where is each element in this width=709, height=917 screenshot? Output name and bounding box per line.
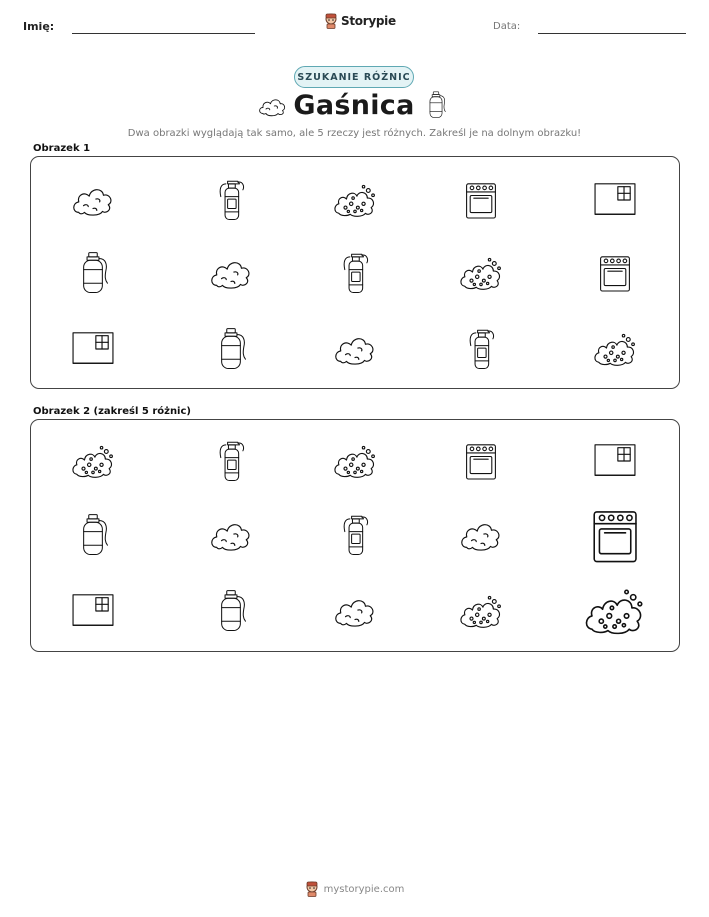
cloud-icon bbox=[207, 254, 255, 292]
instructions: Dwa obrazki wyglądają tak samo, ale 5 rzeczy jest różnych. Zakreśl je na dolnym obrazku! bbox=[127, 128, 582, 139]
date-field[interactable] bbox=[538, 33, 686, 34]
storypie-mascot-icon bbox=[324, 13, 338, 29]
footer-site: mystorypie.com bbox=[323, 883, 405, 895]
foam-icon[interactable] bbox=[581, 584, 648, 637]
foam-icon bbox=[457, 254, 505, 292]
foam-icon[interactable] bbox=[331, 442, 379, 480]
window-icon[interactable] bbox=[70, 592, 116, 630]
cloud-icon[interactable] bbox=[331, 592, 379, 630]
cloud-icon bbox=[331, 330, 379, 368]
cloud-icon bbox=[69, 181, 117, 219]
picture-1-label: Obrazek 1 bbox=[33, 143, 91, 154]
fire-extinguisher-icon bbox=[338, 249, 372, 297]
picture-1-panel bbox=[30, 156, 680, 389]
brand-name: Storypie bbox=[341, 14, 396, 28]
window-icon bbox=[592, 181, 638, 219]
fire-extinguisher-icon bbox=[464, 325, 498, 373]
fire-extinguisher-icon[interactable] bbox=[338, 511, 372, 559]
gas-canister-icon bbox=[425, 90, 447, 120]
foam-icon bbox=[331, 181, 379, 219]
name-field[interactable] bbox=[72, 33, 255, 34]
storypie-mascot-icon bbox=[305, 881, 319, 897]
gas-canister-icon bbox=[214, 326, 248, 372]
fire-extinguisher-icon bbox=[214, 176, 248, 224]
gas-canister-icon[interactable] bbox=[76, 512, 110, 558]
name-label: Imię: bbox=[23, 20, 55, 33]
picture-2-label: Obrazek 2 (zakreśl 5 różnic) bbox=[33, 406, 191, 417]
gas-canister-icon[interactable] bbox=[214, 588, 248, 634]
footer bbox=[0, 881, 709, 897]
cloud-icon[interactable] bbox=[457, 516, 505, 554]
stove-icon bbox=[463, 179, 499, 221]
date-label: Data: bbox=[493, 21, 521, 32]
window-icon bbox=[70, 330, 116, 368]
stove-icon[interactable] bbox=[463, 440, 499, 482]
stove-icon bbox=[597, 252, 633, 294]
picture-2-panel[interactable] bbox=[30, 419, 680, 652]
page-title: Gaśnica bbox=[293, 90, 415, 121]
foam-icon bbox=[591, 330, 639, 368]
stove-icon[interactable] bbox=[589, 505, 641, 566]
brand-logo bbox=[324, 13, 396, 29]
fire-extinguisher-icon[interactable] bbox=[214, 437, 248, 485]
cloud-icon[interactable] bbox=[207, 516, 255, 554]
window-icon[interactable] bbox=[592, 442, 638, 480]
foam-icon[interactable] bbox=[457, 592, 505, 630]
gas-canister-icon bbox=[76, 250, 110, 296]
activity-badge: SZUKANIE RÓŻNIC bbox=[294, 66, 414, 88]
foam-icon[interactable] bbox=[69, 442, 117, 480]
